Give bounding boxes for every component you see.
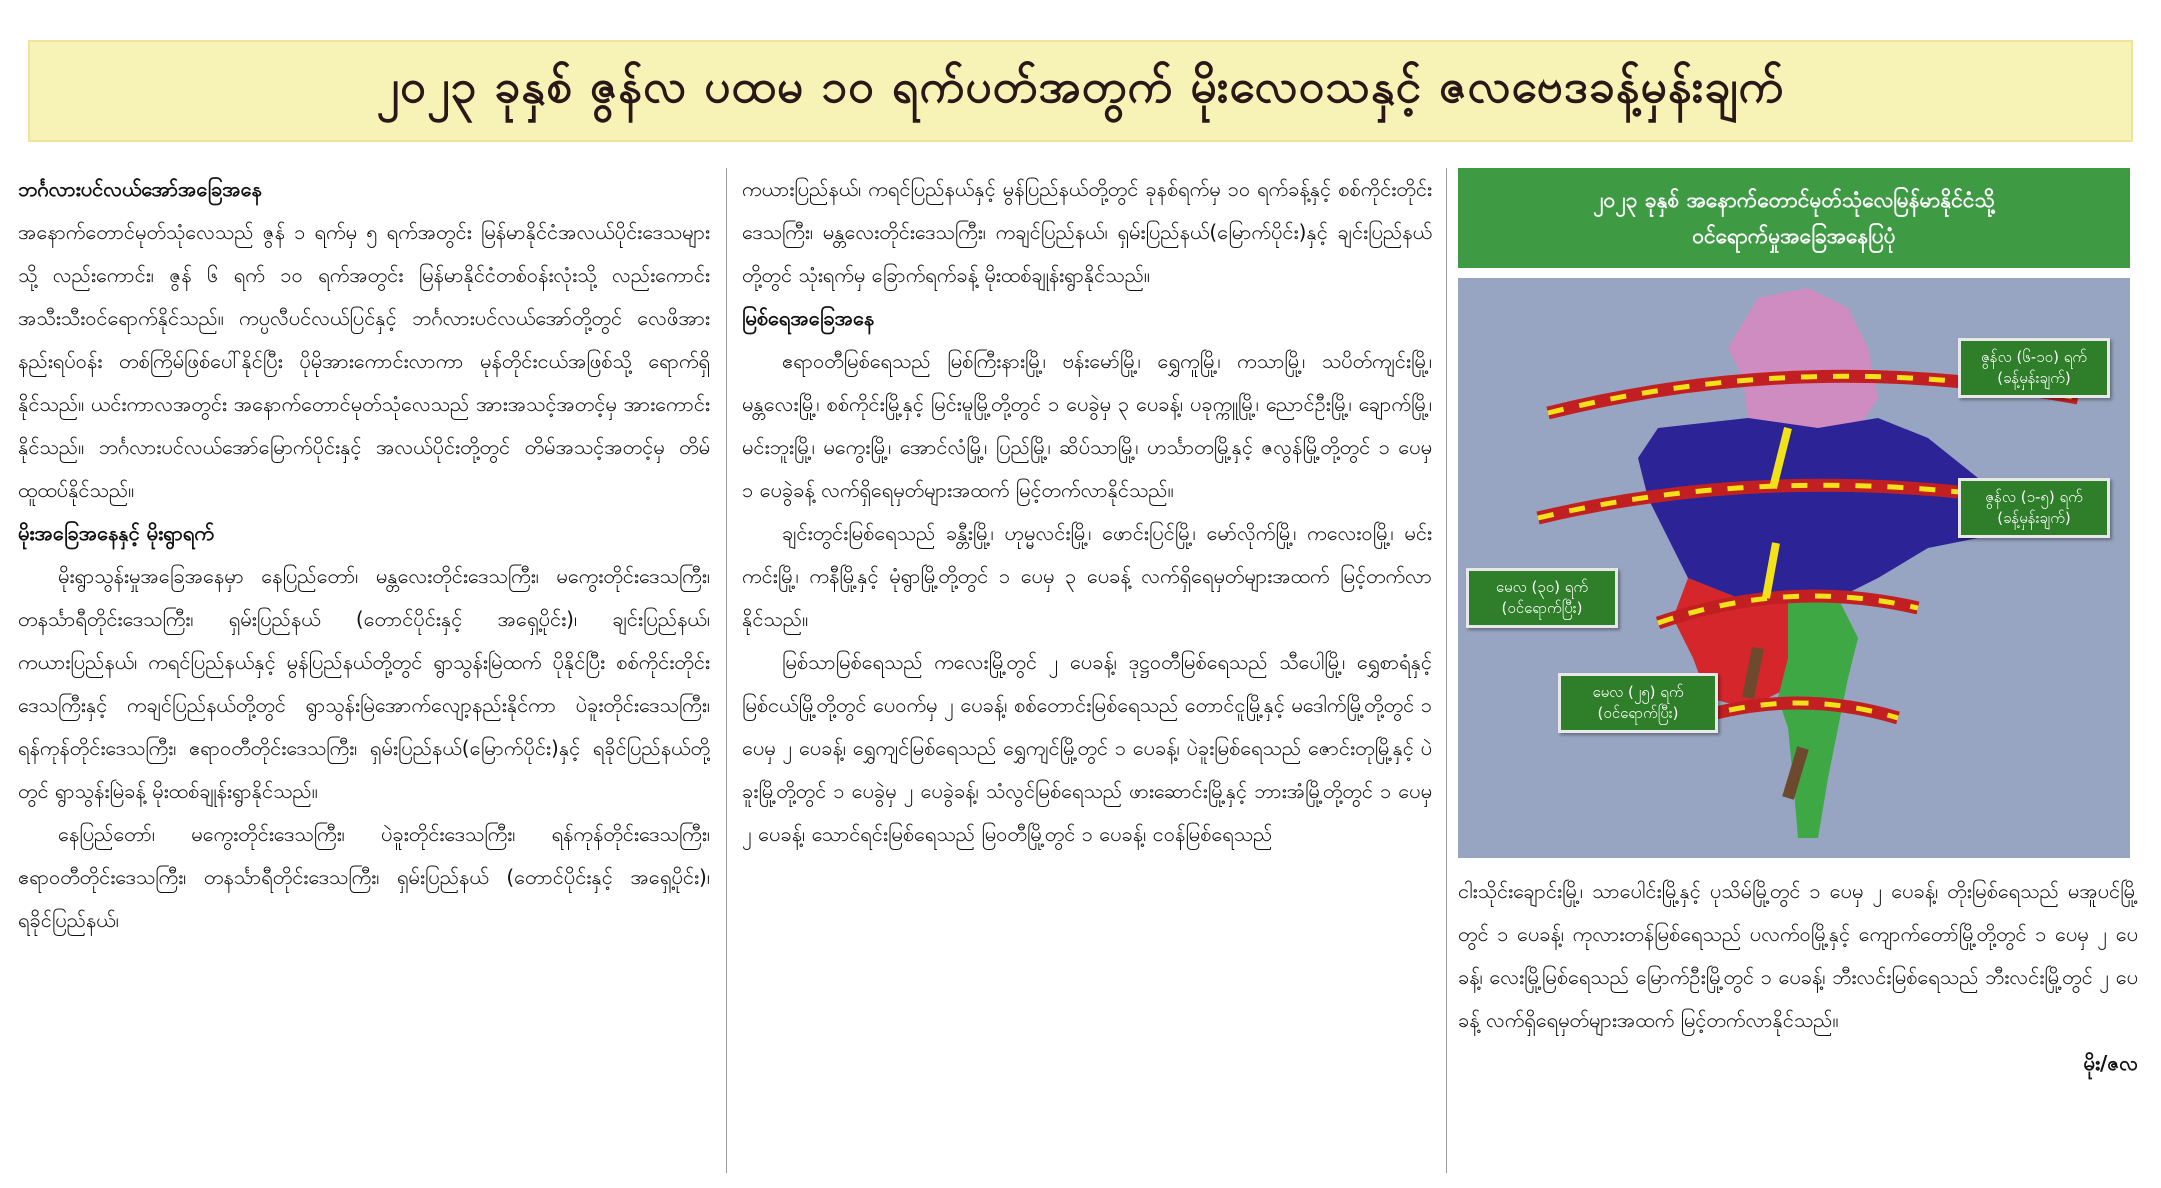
- headline-banner: [28, 40, 2133, 142]
- subheading-rain-condition: မိုးအခြေအနေနှင့် မိုးရွာရက်: [18, 521, 214, 545]
- callout-text: ဇွန်လ (၁-၅) ရက်: [1985, 488, 2083, 506]
- callout-june-1-5: [1958, 478, 2110, 538]
- article-column-2: [742, 168, 1432, 1178]
- paragraph: မြစ်သာမြစ်ရေသည် ကလေးမြို့တွင် ၂ ပေခန့်၊ ဒုဋ္ဌဝတီမြစ်ရေသည် သီပေါမြို့၊ ရွှေစာရံနှင့် မြစ်ငယ်မြို့တို့တွင် ပေဝက်မှ ၂ ပေခန့်၊ စစ်တောင်းမြစ်ရေသည် တောင်ငူမြို့နှင့် မဒေါက်မြို့တို့တွင် ၁ ပေမှ ၂ ပေခန့်၊ ရွှေကျင်မြစ်ရေသည် ရွှေကျင်မြို့တွင် ၁ ပေခန့်၊ ပဲခူးမြစ်ရေသည် ဇောင်းတုမြို့နှင့် ပဲခူးမြို့တို့တွင် ၁ ပေခွဲမှ ၂ ပေခွဲခန့်၊ သံလွင်မြစ်ရေသည် ဖားဆောင်းမြို့နှင့် ဘားအံမြို့တို့တွင် ၁ ပေမှ ၂ ပေခန့်၊ သောင်ရင်းမြစ်ရေသည် မြဝတီမြို့တွင် ၁ ပေခန့်၊ ငဝန်မြစ်ရေသည်: [742, 650, 1432, 846]
- callout-text: မေလ (၃၀) ရက်: [1495, 578, 1589, 596]
- paragraph: ကယားပြည်နယ်၊ ကရင်ပြည်နယ်နှင့် မွန်ပြည်နယ်တို့တွင် ခုနစ်ရက်မှ ၁၀ ရက်ခန့်နှင့် စစ်ကိုင်းတိုင်းဒေသကြီး၊ မန္တလေးတိုင်းဒေသကြီး၊ ကချင်ပြည်နယ်၊ ရှမ်းပြည်နယ်(မြောက်ပိုင်း)နှင့် ချင်းပြည်နယ်တို့တွင် သုံးရက်မှ ခြောက်ရက်ခန့် မိုးထစ်ချုန်းရွာနိုင်သည်။: [742, 177, 1432, 287]
- article-column-1: [18, 168, 710, 1178]
- subheading-river-condition: မြစ်ရေအခြေအနေ: [742, 306, 875, 330]
- paragraph: ချင်းတွင်းမြစ်ရေသည် ခန္တီးမြို့၊ ဟုမ္မလင်းမြို့၊ ဖောင်းပြင်မြို့၊ မော်လိုက်မြို့၊ ကလေးဝမြို့၊ မင်းကင်းမြို့၊ ကနီမြို့နှင့် မုံရွာမြို့တို့တွင် ၁ ပေမှ ၃ ပေခန့် လက်ရှိရေမှတ်များအထက် မြင့်တက်လာနိုင်သည်။: [742, 521, 1432, 631]
- callout-may-25: [1558, 673, 1718, 733]
- callout-may-30: [1466, 568, 1618, 628]
- callout-text: (ဝင်ရောက်ပြီး): [1501, 599, 1583, 617]
- column-divider: [726, 168, 727, 1173]
- paragraph: ငါးသိုင်းချောင်းမြို့၊ သာပေါင်းမြို့နှင့် ပုသိမ်မြို့တွင် ၁ ပေမှ ၂ ပေခန့်၊ တိုးမြစ်ရေသည် မအူပင်မြို့တွင် ၁ ပေခန့်၊ ကုလားတန်မြစ်ရေသည် ပလက်ဝမြို့နှင့် ကျောက်တော်မြို့တို့တွင် ၁ ပေမှ ၂ ပေခန့်၊ လေးမြို့မြစ်ရေသည် မြောက်ဦးမြို့တွင် ၁ ပေခန့်၊ ဘီးလင်းမြစ်ရေသည် ဘီးလင်းမြို့တွင် ၂ ပေခန့် လက်ရှိရေမှတ်များအထက် မြင့်တက်လာနိုင်သည်။: [1458, 879, 2138, 1032]
- callout-text: (ခန့်မှန်းချက်): [1997, 509, 2071, 527]
- south-region-green-shape: [1778, 598, 1858, 838]
- paragraph: မိုးရွာသွန်းမှုအခြေအနေမှာ နေပြည်တော်၊ မန္တလေးတိုင်းဒေသကြီး၊ မကွေးတိုင်းဒေသကြီး၊ တနင်္သာရီတိုင်းဒေသကြီး၊ ရှမ်းပြည်နယ် (တောင်ပိုင်းနှင့် အရှေ့ပိုင်း)၊ ချင်းပြည်နယ်၊ ကယားပြည်နယ်၊ ကရင်ပြည်နယ်နှင့် မွန်ပြည်နယ်တို့တွင် ရွာသွန်းမြဲထက် ပိုနိုင်ပြီး စစ်ကိုင်းတိုင်းဒေသကြီးနှင့် ကချင်ပြည်နယ်တို့တွင် ရွာသွန်းမြဲအောက်လျော့နည်းနိုင်ကာ ပဲခူးတိုင်းဒေသကြီး၊ ရန်ကုန်တိုင်းဒေသကြီး၊ ဧရာဝတီတိုင်းဒေသကြီး၊ ရှမ်းပြည်နယ်(မြောက်ပိုင်း)နှင့် ရခိုင်ပြည်နယ်တို့တွင် ရွာသွန်းမြဲခန့် မိုးထစ်ချုန်းရွာနိုင်သည်။: [18, 564, 710, 803]
- subheading-bay-of-bengal: ဘင်္ဂလားပင်လယ်အော်အခြေအနေ: [18, 177, 262, 201]
- myanmar-map: [1458, 278, 2130, 858]
- callout-text: ဇွန်လ (၆-၁၀) ရက်: [1980, 348, 2087, 366]
- callout-june-6-10: [1958, 338, 2110, 398]
- map-title-line-2: ဝင်ရောက်မှုအခြေအနေပြပုံ: [1692, 224, 1896, 248]
- paragraph: ဧရာဝတီမြစ်ရေသည် မြစ်ကြီးနားမြို့၊ ဗန်းမော်မြို့၊ ရွှေကူမြို့၊ ကသာမြို့၊ သပိတ်ကျင်းမြို့၊ မန္တလေးမြို့၊ စစ်ကိုင်းမြို့နှင့် မြင်းမူမြို့တို့တွင် ၁ ပေခွဲမှ ၃ ပေခန့်၊ ပခုက္ကူမြို့၊ ညောင်ဦးမြို့၊ ချောက်မြို့၊ မင်းဘူးမြို့၊ မကွေးမြို့၊ အောင်လံမြို့၊ ပြည်မြို့၊ ဆိပ်သာမြို့၊ ဟင်္သာတမြို့နှင့် ဇလွန်မြို့တို့တွင် ၁ ပေမှ ၁ ပေခွဲခန့် လက်ရှိရေမှတ်များအထက် မြင့်တက်လာနိုင်သည်။: [742, 349, 1432, 502]
- callout-text: (ဝင်ရောက်ပြီး): [1597, 704, 1679, 722]
- north-region-shape: [1728, 288, 1878, 428]
- paragraph: နေပြည်တော်၊ မကွေးတိုင်းဒေသကြီး၊ ပဲခူးတိုင်းဒေသကြီး၊ ရန်ကုန်တိုင်းဒေသကြီး၊ ဧရာဝတီတိုင်းဒေသကြီး၊ တနင်္သာရီတိုင်းဒေသကြီး၊ ရှမ်းပြည်နယ် (တောင်ပိုင်းနှင့် အရှေ့ပိုင်း)၊ ရခိုင်ပြည်နယ်၊: [18, 822, 710, 932]
- headline-title: ၂၀၂၃ ခုနှစ် ဇွန်လ ပထမ ၁၀ ရက်ပတ်အတွက် မိုးလေဝသနှင့် ဇလဗေဒခန့်မှန်းချက်: [376, 58, 1785, 113]
- column-divider: [1446, 168, 1447, 1173]
- article-column-3: [1458, 870, 2138, 1175]
- monsoon-map-figure: [1458, 168, 2130, 858]
- paragraph: အနောက်တောင်မုတ်သုံလေသည် ဇွန် ၁ ရက်မှ ၅ ရက်အတွင်း မြန်မာနိုင်ငံအလယ်ပိုင်းဒေသများသို့ လည်းကောင်း၊ ဇွန် ၆ ရက် ၁၀ ရက်အတွင်း မြန်မာနိုင်ငံတစ်ဝန်းလုံးသို့ လည်းကောင်း အသီးသီးဝင်ရောက်နိုင်သည်။ ကပ္ပလီပင်လယ်ပြင်နှင့် ဘင်္ဂလားပင်လယ်အော်တို့တွင် လေဖိအားနည်းရပ်ဝန်း တစ်ကြိမ်ဖြစ်ပေါ်နိုင်ပြီး ပိုမိုအားကောင်းလာကာ မုန်တိုင်းငယ်အဖြစ်သို့ ရောက်ရှိနိုင်သည်။ ယင်းကာလအတွင်း အနောက်တောင်မုတ်သုံလေသည် အားအသင့်အတင့်မှ အားကောင်းနိုင်သည်။ ဘင်္ဂလားပင်လယ်အော်မြောက်ပိုင်းနှင့် အလယ်ပိုင်းတို့တွင် တိမ်အသင့်အတင့်မှ တိမ်ထူထပ်နိုင်သည်။: [18, 220, 710, 502]
- byline-signature: မိုး/ဇလ: [2083, 1051, 2138, 1075]
- callout-text: (ခန့်မှန်းချက်): [1997, 369, 2071, 387]
- map-title-line-1: ၂၀၂၃ ခုနှစ် အနောက်တောင်မုတ်သုံလေမြန်မာနိုင်ငံသို့: [1593, 188, 1995, 212]
- map-title-box: [1458, 168, 2130, 268]
- callout-text: မေလ (၂၅) ရက်: [1592, 683, 1684, 701]
